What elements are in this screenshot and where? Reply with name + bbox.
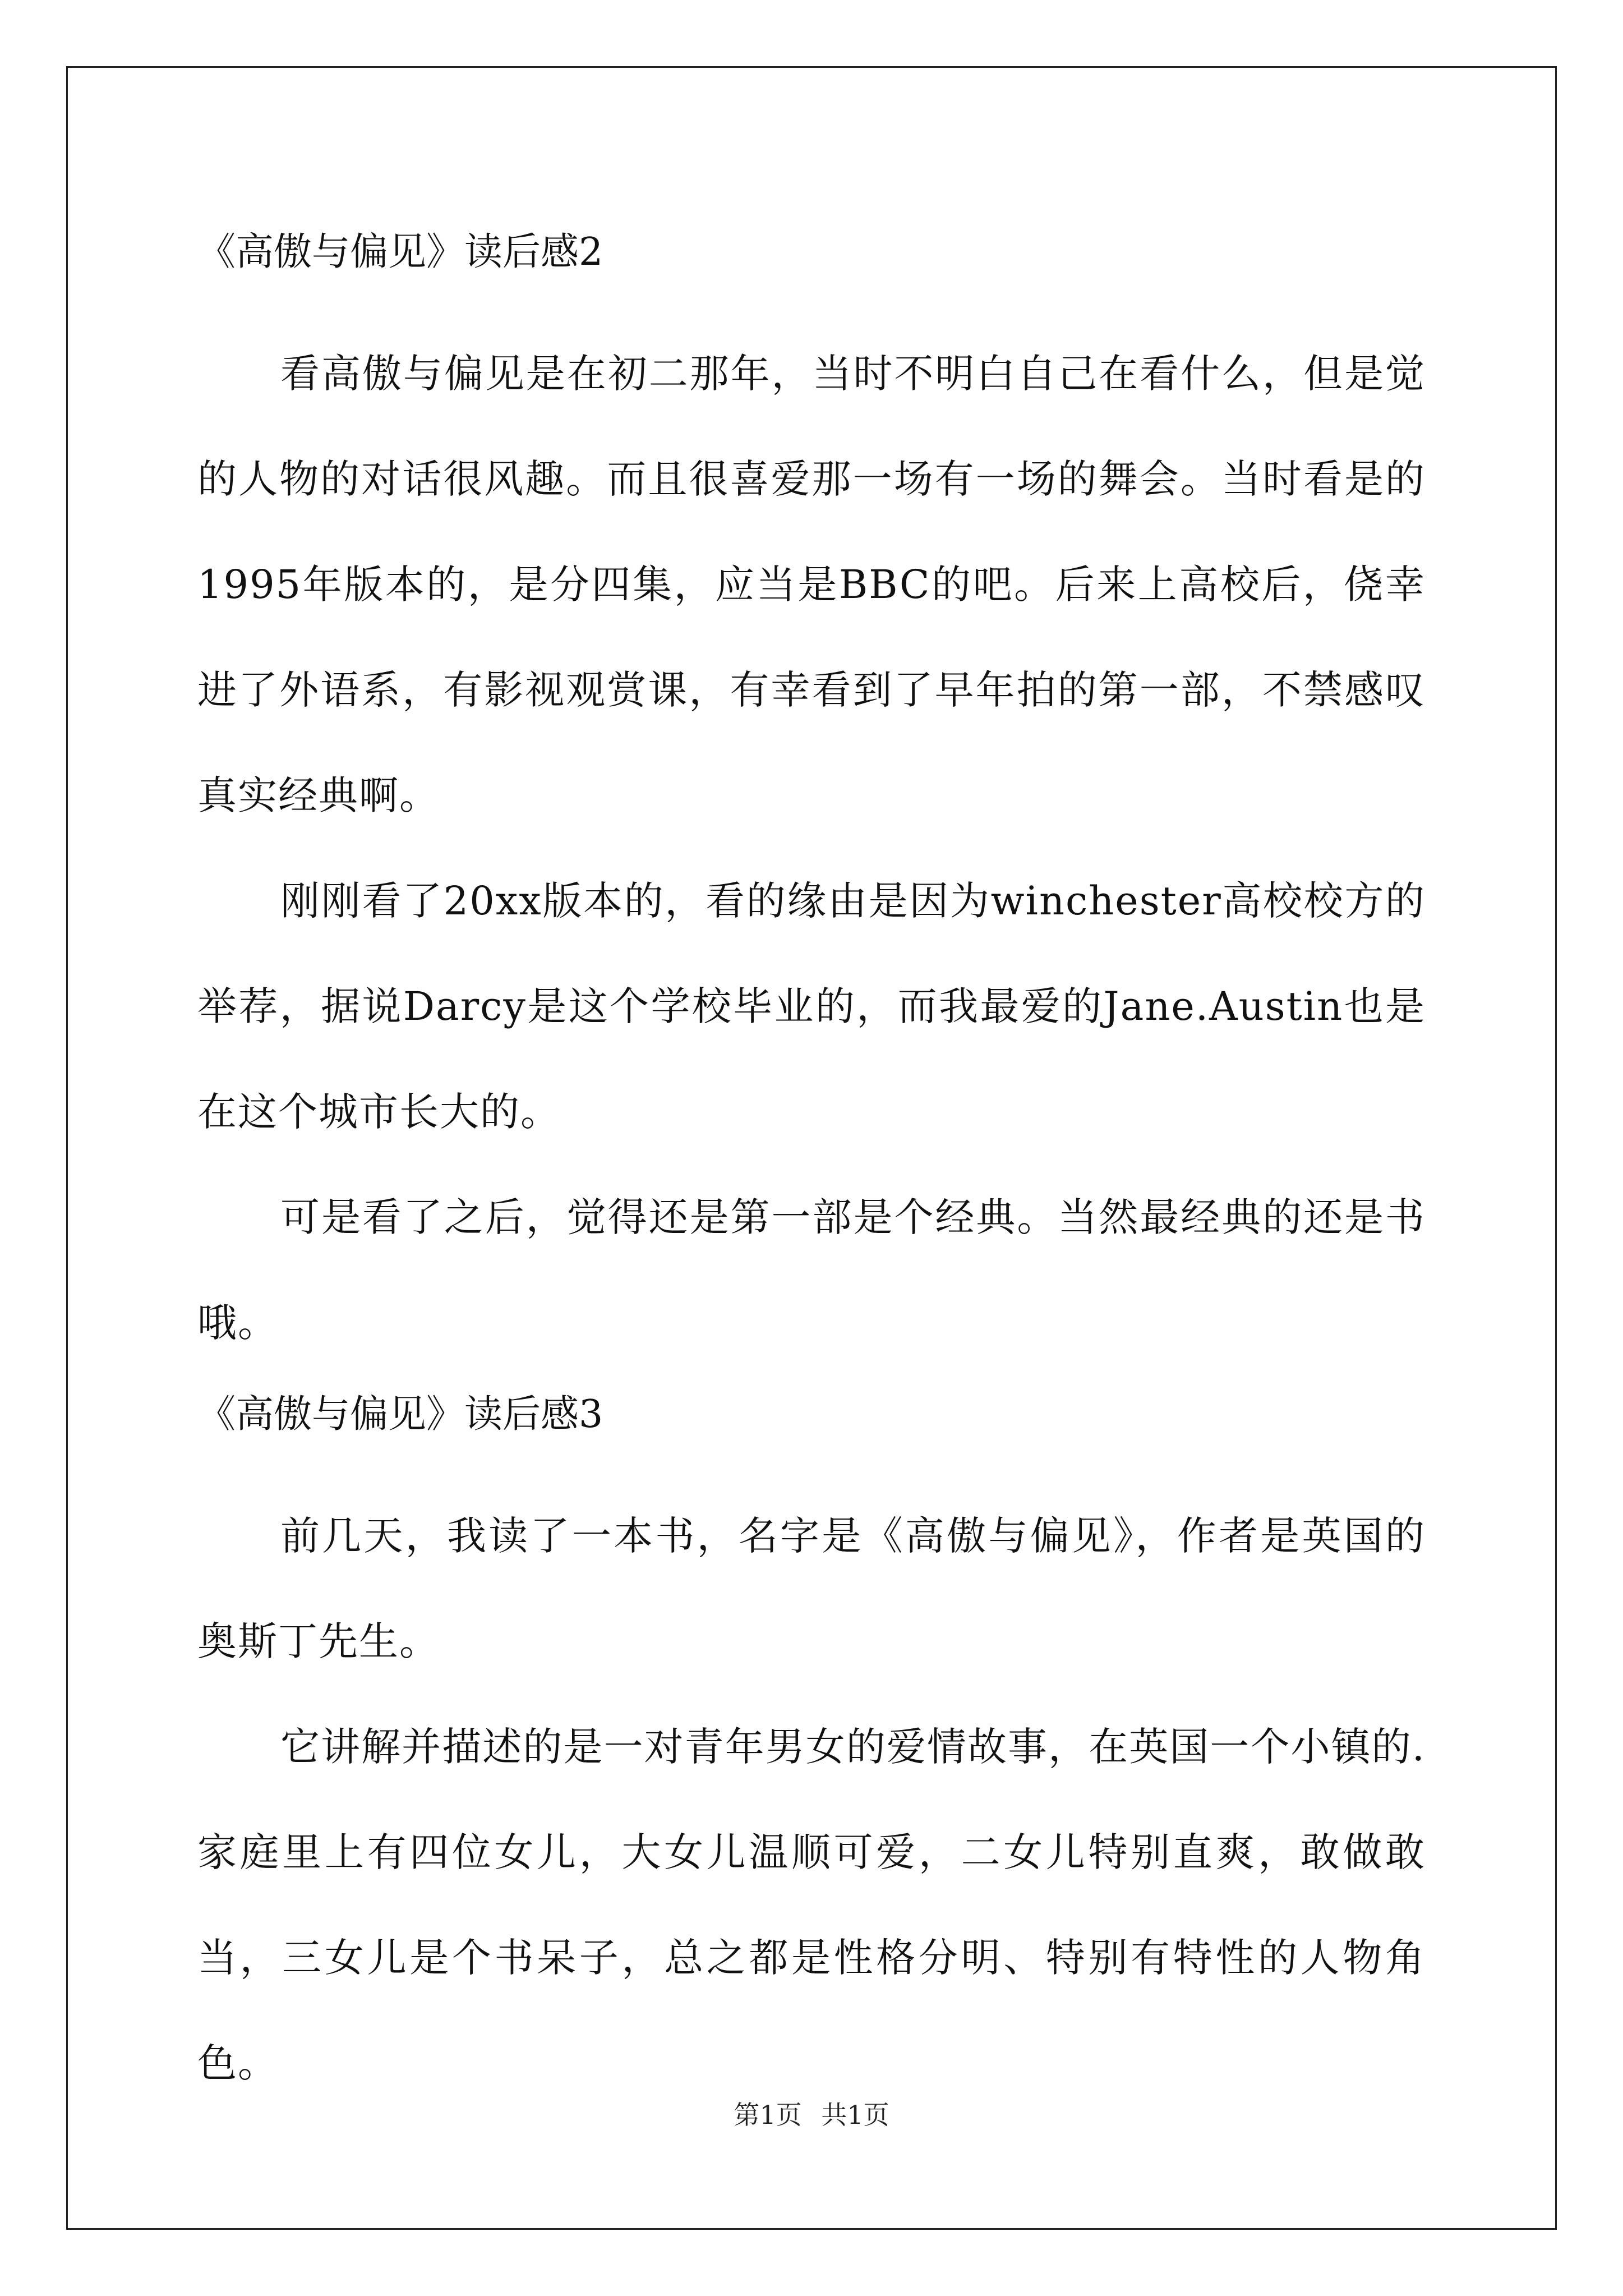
paragraph: 刚刚看了20xx版本的，看的缘由是因为winchester高校校方的举荐，据说Darcy是这个学校毕业的，而我最爱的Jane.Austin也是在这个城市长大的。 (197, 878, 1426, 1135)
paragraph: 前几天，我读了一本书，名字是《高傲与偏见》，作者是英国的奥斯丁先生。 (197, 1513, 1426, 1664)
section-title: 《高傲与偏见》读后感2 (197, 230, 603, 274)
page-number: 第1页 (734, 2100, 802, 2130)
paragraph: 它讲解并描述的是一对青年男女的爱情故事，在英国一个小镇的.家庭里上有四位女儿，大女儿温顺可爱，二女儿特别直爽，敢做敢当，三女儿是个书呆子，总之都是性格分明、特别有特性的人物角色。 (197, 1724, 1426, 2086)
section-title: 《高傲与偏见》读后感3 (197, 1392, 603, 1437)
paragraph: 可是看了之后，觉得还是第一部是个经典。当然最经典的还是书哦。 (197, 1194, 1426, 1346)
document-body (197, 224, 1426, 2116)
paragraph: 看高傲与偏见是在初二那年，当时不明白自己在看什么，但是觉的人物的对话很风趣。而且很喜爱那一场有一场的舞会。当时看是的1995年版本的，是分四集，应当是BBC的吧。后来上高校后，侥幸进了外语系，有影视观赏课，有幸看到了早年拍的第一部，不禁感叹真实经典啊。 (197, 351, 1426, 818)
page-total: 共1页 (821, 2100, 889, 2130)
page-footer (0, 2098, 1623, 2132)
